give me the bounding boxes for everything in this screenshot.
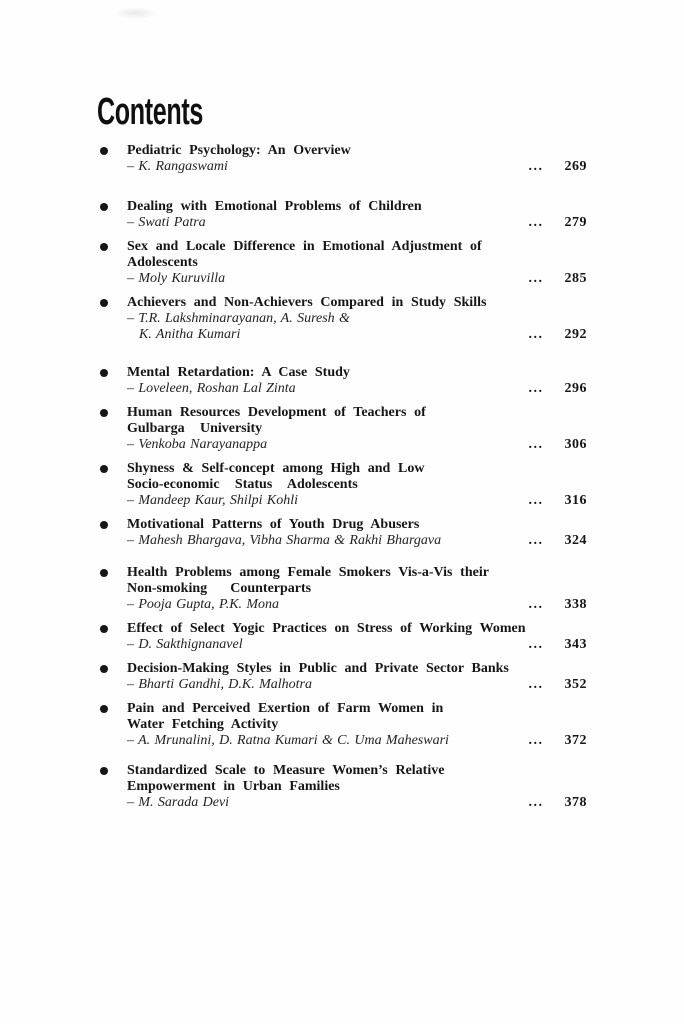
bullet-icon xyxy=(100,767,108,775)
leader xyxy=(523,637,587,653)
toc-entry xyxy=(97,365,587,397)
entry-author-line: – Swati Patra xyxy=(127,215,206,230)
entry-body xyxy=(127,365,587,397)
entry-body xyxy=(127,199,587,231)
page-number: 292 xyxy=(564,327,587,342)
bullet-icon xyxy=(100,243,108,251)
entry-body xyxy=(127,517,587,549)
entry-author-line: – A. Mrunalini, D. Ratna Kumari & C. Uma Maheswari xyxy=(127,733,449,748)
page-number: 343 xyxy=(564,637,587,652)
entry-title xyxy=(127,199,587,215)
entry-title xyxy=(127,405,587,437)
entry-title xyxy=(127,661,587,677)
entry-body xyxy=(127,295,587,343)
bullet-icon xyxy=(100,625,108,633)
entry-author-line: – D. Sakthignanavel xyxy=(127,637,243,652)
bullet-icon xyxy=(100,521,108,529)
entry-title-line: Motivational Patterns of Youth Drug Abusers xyxy=(127,517,420,532)
bullet-icon xyxy=(100,409,108,417)
entry-title-line: Shyness & Self-concept among High and Low xyxy=(127,461,425,476)
entry-authors xyxy=(127,159,587,175)
page-number: 316 xyxy=(564,493,587,508)
entry-body xyxy=(127,621,587,653)
dots-leader: ... xyxy=(528,437,544,452)
dots-leader: ... xyxy=(528,159,544,174)
entry-body xyxy=(127,405,587,453)
toc-entry xyxy=(97,661,587,693)
toc-list xyxy=(97,143,587,811)
bullet-icon xyxy=(100,665,108,673)
entry-title-line: Non-smoking Counterparts xyxy=(127,581,312,596)
page-number: 338 xyxy=(564,597,587,612)
leader xyxy=(523,493,587,509)
dots-leader: ... xyxy=(528,533,544,548)
entry-body xyxy=(127,239,587,287)
page-number: 378 xyxy=(564,795,587,810)
entry-title-line: Pediatric Psychology: An Overview xyxy=(127,143,351,158)
bullet-icon xyxy=(100,465,108,473)
entry-author-line: – Mahesh Bhargava, Vibha Sharma & Rakhi Bhargava xyxy=(127,533,442,548)
dots-leader: ... xyxy=(528,327,544,342)
bullet-icon xyxy=(100,203,108,211)
leader xyxy=(523,795,587,811)
leader xyxy=(523,437,587,453)
entry-author-line: – T.R. Lakshminarayanan, A. Suresh & xyxy=(127,311,350,326)
dots-leader: ... xyxy=(528,637,544,652)
entry-title xyxy=(127,517,587,533)
entry-title xyxy=(127,621,587,637)
leader xyxy=(523,597,587,613)
entry-body xyxy=(127,763,587,811)
entry-title-line: Decision-Making Styles in Public and Private Sector Banks xyxy=(127,661,509,676)
entry-author-line: – M. Sarada Devi xyxy=(127,795,230,810)
bullet-icon xyxy=(100,147,108,155)
entry-body xyxy=(127,461,587,509)
page-number: 296 xyxy=(564,381,587,396)
entry-authors xyxy=(127,637,587,653)
leader xyxy=(523,381,587,397)
leader xyxy=(523,733,587,749)
dots-leader: ... xyxy=(528,381,544,396)
entry-title-line: Mental Retardation: A Case Study xyxy=(127,365,350,380)
toc-entry xyxy=(97,565,587,613)
entry-authors xyxy=(127,733,587,749)
entry-authors xyxy=(127,381,587,397)
leader xyxy=(523,215,587,231)
entry-authors xyxy=(127,437,587,453)
page-number: 279 xyxy=(564,215,587,230)
page-title: Contents xyxy=(97,91,204,133)
entry-authors xyxy=(127,597,587,613)
entry-title-line: Empowerment in Urban Families xyxy=(127,779,340,794)
toc-entry xyxy=(97,763,587,811)
entry-title-line: Gulbarga University xyxy=(127,421,263,436)
dots-leader: ... xyxy=(528,215,544,230)
entry-title-line: Pain and Perceived Exertion of Farm Women in xyxy=(127,701,444,716)
entry-title xyxy=(127,239,587,271)
entry-author-line: – Bharti Gandhi, D.K. Malhotra xyxy=(127,677,312,692)
dots-leader: ... xyxy=(528,493,544,508)
entry-title-line: Sex and Locale Difference in Emotional Adjustment of xyxy=(127,239,482,254)
bullet-icon xyxy=(100,705,108,713)
entry-authors xyxy=(127,677,587,693)
entry-body xyxy=(127,661,587,693)
entry-authors xyxy=(127,215,587,231)
bullet-icon xyxy=(100,369,108,377)
toc-entry xyxy=(97,621,587,653)
entry-authors xyxy=(127,271,587,287)
entry-title xyxy=(127,143,587,159)
entry-authors xyxy=(127,533,587,549)
entry-body xyxy=(127,565,587,613)
entry-authors xyxy=(127,795,587,811)
entry-author-line: – Mandeep Kaur, Shilpi Kohli xyxy=(127,493,298,508)
toc-entry xyxy=(97,405,587,453)
leader xyxy=(523,327,587,343)
entry-author-line: – Venkoba Narayanappa xyxy=(127,437,268,452)
entry-title-line: Achievers and Non-Achievers Compared in Study Skills xyxy=(127,295,487,310)
entry-author-line: K. Anitha Kumari xyxy=(139,327,241,342)
entry-author-line: – Pooja Gupta, P.K. Mona xyxy=(127,597,280,612)
entry-title xyxy=(127,365,587,381)
toc-entry xyxy=(97,239,587,287)
entry-author-line: – K. Rangaswami xyxy=(127,159,228,174)
page-number: 324 xyxy=(564,533,587,548)
page-number: 372 xyxy=(564,733,587,748)
leader xyxy=(523,677,587,693)
leader xyxy=(523,533,587,549)
toc-entry xyxy=(97,461,587,509)
bullet-icon xyxy=(100,569,108,577)
dots-leader: ... xyxy=(528,271,544,286)
dots-leader: ... xyxy=(528,677,544,692)
page-number: 285 xyxy=(564,271,587,286)
entry-title-line: Socio-economic Status Adolescents xyxy=(127,477,358,492)
toc-entry xyxy=(97,517,587,549)
dots-leader: ... xyxy=(528,733,544,748)
entry-title xyxy=(127,763,587,795)
toc-entry xyxy=(97,295,587,343)
entry-title-line: Adolescents xyxy=(127,255,198,270)
toc-entry xyxy=(97,199,587,231)
entry-title-line: Standardized Scale to Measure Women’s Relative xyxy=(127,763,445,778)
entry-title-line: Water Fetching Activity xyxy=(127,717,279,732)
toc-entry xyxy=(97,701,587,749)
entry-title-line: Health Problems among Female Smokers Vis-a-Vis their xyxy=(127,565,489,580)
dots-leader: ... xyxy=(528,795,544,810)
entry-title xyxy=(127,565,587,597)
entry-body xyxy=(127,143,587,175)
entry-body xyxy=(127,701,587,749)
entry-authors xyxy=(127,311,587,343)
toc-entry xyxy=(97,143,587,175)
leader xyxy=(523,271,587,287)
entry-title xyxy=(127,295,587,311)
bullet-icon xyxy=(100,299,108,307)
entry-title-line: Dealing with Emotional Problems of Children xyxy=(127,199,422,214)
entry-title xyxy=(127,701,587,733)
page-number: 352 xyxy=(564,677,587,692)
entry-author-line: – Moly Kuruvilla xyxy=(127,271,226,286)
entry-authors xyxy=(127,493,587,509)
entry-author-line: – Loveleen, Roshan Lal Zinta xyxy=(127,381,296,396)
leader xyxy=(523,159,587,175)
entry-title-line: Human Resources Development of Teachers of xyxy=(127,405,426,420)
entry-title xyxy=(127,461,587,493)
entry-title-line: Effect of Select Yogic Practices on Stress of Working Women xyxy=(127,621,526,636)
page-number: 269 xyxy=(564,159,587,174)
dots-leader: ... xyxy=(528,597,544,612)
page-number: 306 xyxy=(564,437,587,452)
